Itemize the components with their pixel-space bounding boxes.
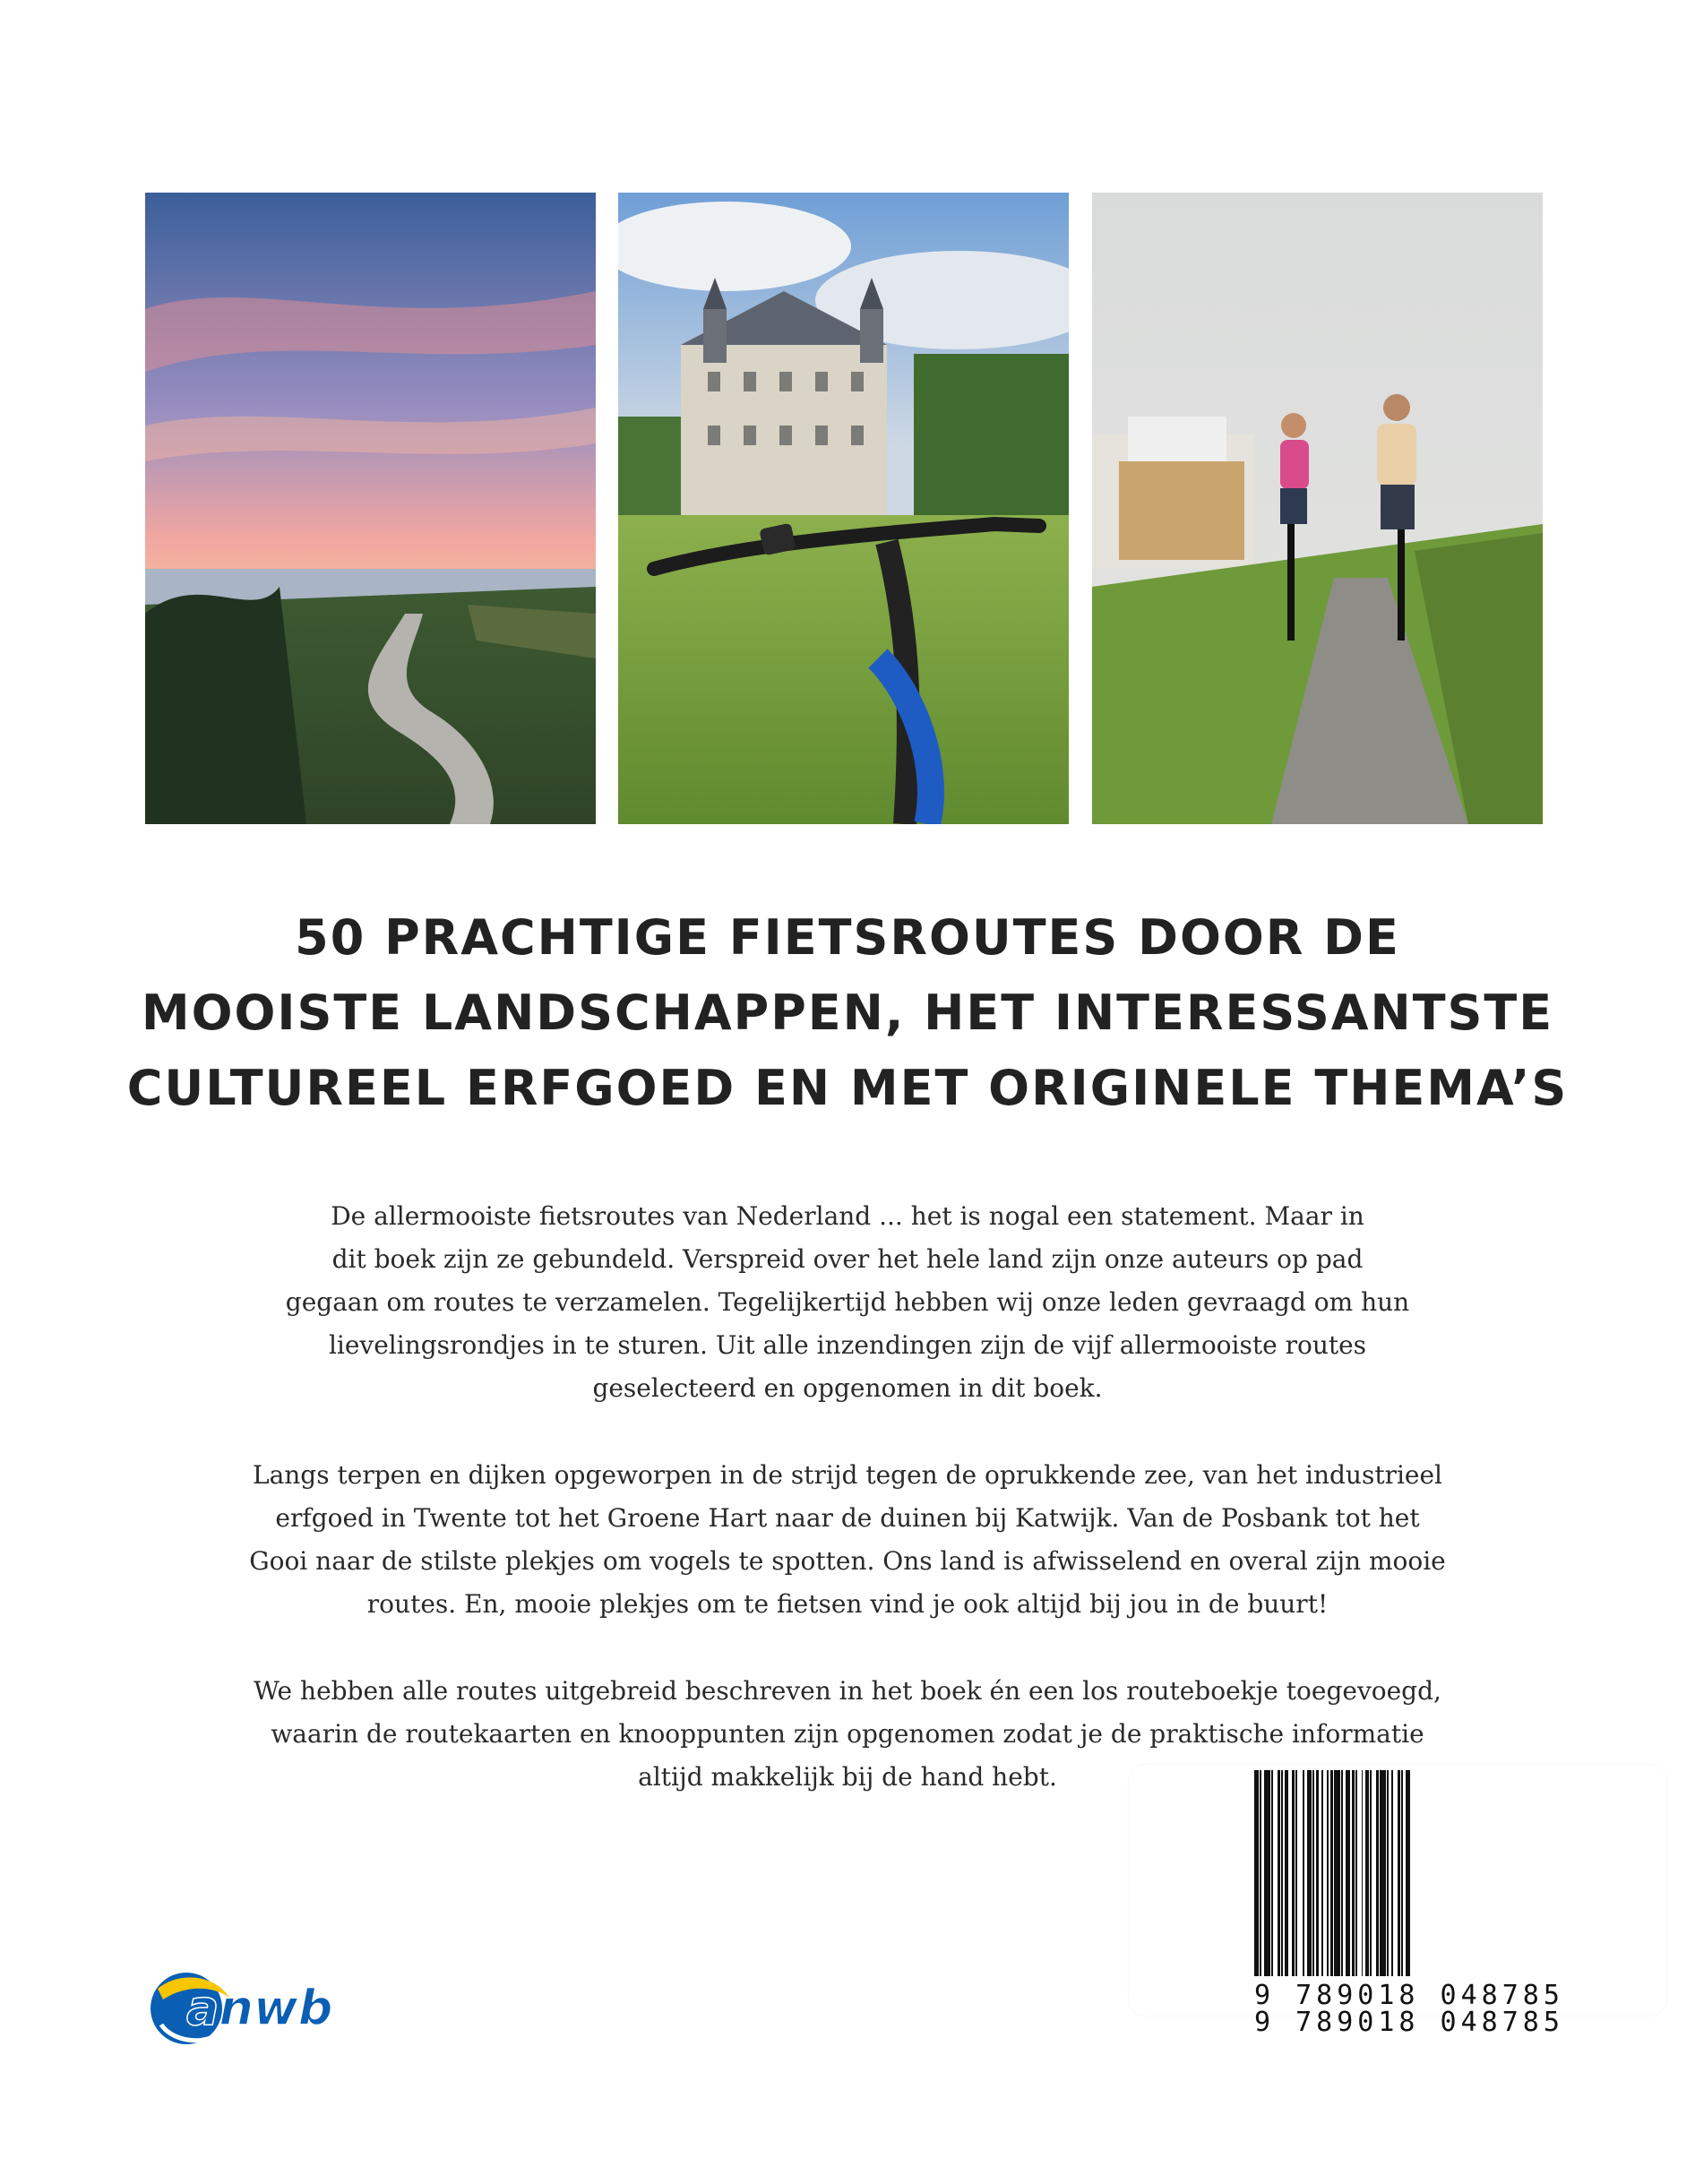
paragraph-line: De allermooiste fietsroutes van Nederland ... het is nogal een statement. Maar in bbox=[331, 1201, 1364, 1231]
anwb-logo-text: anwb bbox=[186, 1980, 333, 2036]
headline-line: CULTUREEL ERFGOED EN MET ORIGINELE THEMA’S bbox=[126, 1060, 1569, 1116]
photo-sunset-path bbox=[145, 193, 596, 824]
barcode bbox=[1254, 1770, 1564, 2011]
barcode-underprint bbox=[1254, 2007, 1564, 2038]
paragraph-line: Langs terpen en dijken opgeworpen in de strijd tegen de oprukkende zee, van het industrieel bbox=[252, 1460, 1443, 1490]
anwb-logo bbox=[143, 1962, 349, 2051]
isbn-number-underprint: 9 789018 048785 bbox=[1254, 2007, 1564, 2038]
headline-line: MOOISTE LANDSCHAPPEN, HET INTERESSANTSTE bbox=[141, 985, 1554, 1041]
paragraph-line: gegaan om routes te verzamelen. Tegelijkertijd hebben wij onze leden gevraagd om hun bbox=[285, 1287, 1410, 1317]
paragraph-line: lievelingsrondjes in te sturen. Uit alle inzendingen zijn de vijf allermooiste routes bbox=[328, 1330, 1367, 1360]
paragraph-line: altijd makkelijk bij de hand hebt. bbox=[638, 1762, 1057, 1792]
paragraph-line: dit boek zijn ze gebundeld. Verspreid over het hele land zijn onze auteurs op pad bbox=[331, 1244, 1364, 1274]
photo-castle-bicycle bbox=[618, 193, 1069, 824]
barcode-bars bbox=[1254, 1770, 1564, 1976]
paragraph-line: Gooi naar de stilste plekjes om vogels te spotten. Ons land is afwisselend en overal zijn mooie bbox=[249, 1546, 1446, 1576]
paragraph-line: erfgoed in Twente tot het Groene Hart naar de duinen bij Katwijk. Van de Posbank tot het bbox=[275, 1503, 1420, 1533]
paragraph-line: We hebben alle routes uitgebreid beschreven in het boek én een los routeboekje toegevoegd, bbox=[254, 1676, 1441, 1706]
barcode-bar bbox=[1410, 1770, 1412, 1976]
paragraph-line: geselecteerd en opgenomen in dit boek. bbox=[592, 1373, 1103, 1403]
isbn-number: 9 789018 048785 bbox=[1254, 1980, 1564, 2011]
paragraph-regions bbox=[161, 1454, 1534, 1626]
headline bbox=[90, 900, 1605, 1126]
paragraph-line: waarin de routekaarten en knooppunten zijn opgenomen zodat je de praktische informatie bbox=[271, 1719, 1424, 1749]
photo-cyclists-path bbox=[1092, 193, 1543, 824]
headline-line: 50 PRACHTIGE FIETSROUTES DOOR DE bbox=[295, 909, 1400, 966]
paragraph-line: routes. En, mooie plekjes om te fietsen vind je ook altijd bij jou in de buurt! bbox=[366, 1589, 1329, 1619]
paragraph-intro bbox=[161, 1195, 1534, 1410]
